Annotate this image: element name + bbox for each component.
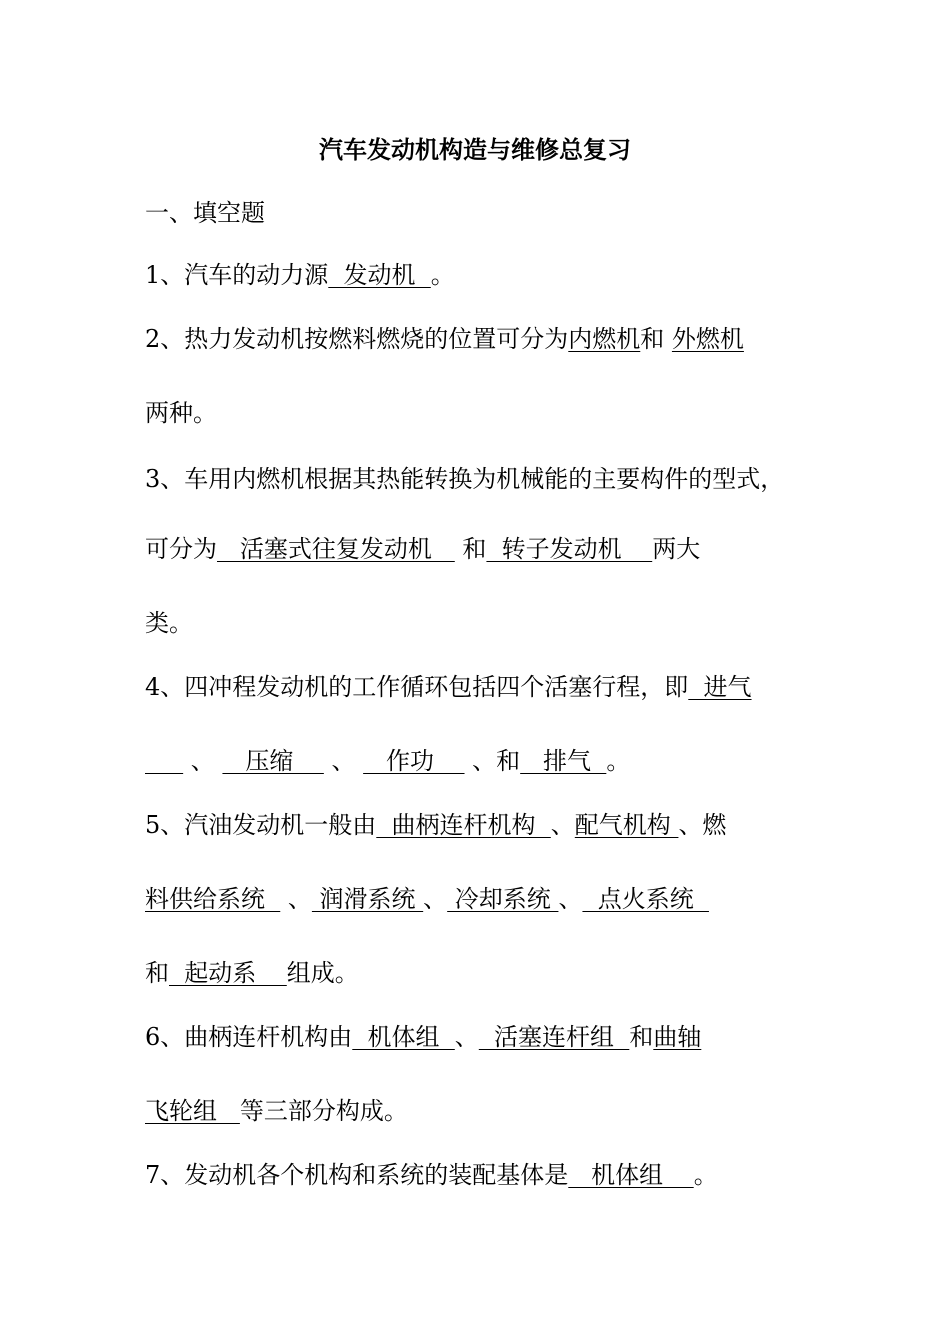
- answer-blank: 料供给系统: [145, 885, 281, 913]
- answer-blank: 机体组: [352, 1023, 455, 1051]
- question-6-line2: 飞轮组 等三部分构成。: [145, 1097, 408, 1125]
- question-4: 4、四冲程发动机的工作循环包括四个活塞行程，即 进气: [145, 673, 752, 701]
- answer-blank: 起动系: [169, 959, 287, 987]
- page-title: 汽车发动机构造与维修总复习: [319, 135, 631, 164]
- question-5-line2: 料供给系统 、 润滑系统 、 冷却系统 、 点火系统: [145, 885, 709, 913]
- question-5-line3: 和 起动系 组成。: [145, 959, 359, 987]
- answer-blank: 外燃机: [671, 325, 744, 353]
- answer-blank: [145, 747, 183, 775]
- answer-blank: 曲柄连杆机构: [376, 811, 551, 839]
- section-heading: 一、填空题: [145, 199, 265, 227]
- question-4-line2: 、 压缩 、 作功 、和 排气 。: [145, 744, 630, 778]
- answer-blank: 冷却系统: [447, 885, 559, 913]
- question-1: 1、汽车的动力源 发动机 。: [145, 261, 455, 289]
- answer-blank: 压缩: [222, 747, 324, 775]
- answer-blank: 活塞式往复发动机: [217, 535, 455, 563]
- question-7: 7、发动机各个机构和系统的装配基体是 机体组 。: [145, 1161, 718, 1189]
- question-3-cont: 类。: [145, 609, 193, 637]
- question-3-line2: 可分为 活塞式往复发动机 和 转子发动机 两大: [145, 535, 701, 563]
- answer-blank: 曲轴: [653, 1023, 702, 1051]
- answer-blank: 润滑系统: [311, 885, 424, 913]
- question-2-cont: 两种。: [145, 399, 217, 427]
- question-3: 3、车用内燃机根据其热能转换为机械能的主要构件的型式，: [145, 465, 785, 493]
- answer-blank: 发动机: [328, 261, 431, 289]
- answer-blank: 配气机构: [574, 811, 679, 839]
- answer-blank: 点火系统: [582, 885, 709, 913]
- answer-blank: 作功: [363, 747, 465, 775]
- answer-blank: 飞轮组: [145, 1097, 240, 1125]
- question-2: 2、热力发动机按燃料燃烧的位置可分为内燃机和 外燃机: [145, 325, 744, 353]
- answer-blank: 进气: [688, 673, 752, 701]
- answer-blank: 机体组: [568, 1161, 694, 1189]
- answer-blank: 内燃机: [568, 325, 641, 353]
- answer-blank: 排气: [520, 747, 607, 775]
- question-6: 6、曲柄连杆机构由 机体组 、 活塞连杆组 和曲轴: [145, 1023, 702, 1051]
- answer-blank: 活塞连杆组: [478, 1023, 630, 1051]
- question-5: 5、汽油发动机一般由 曲柄连杆机构 、配气机构 、燃: [145, 811, 727, 839]
- answer-blank: 转子发动机: [486, 535, 653, 563]
